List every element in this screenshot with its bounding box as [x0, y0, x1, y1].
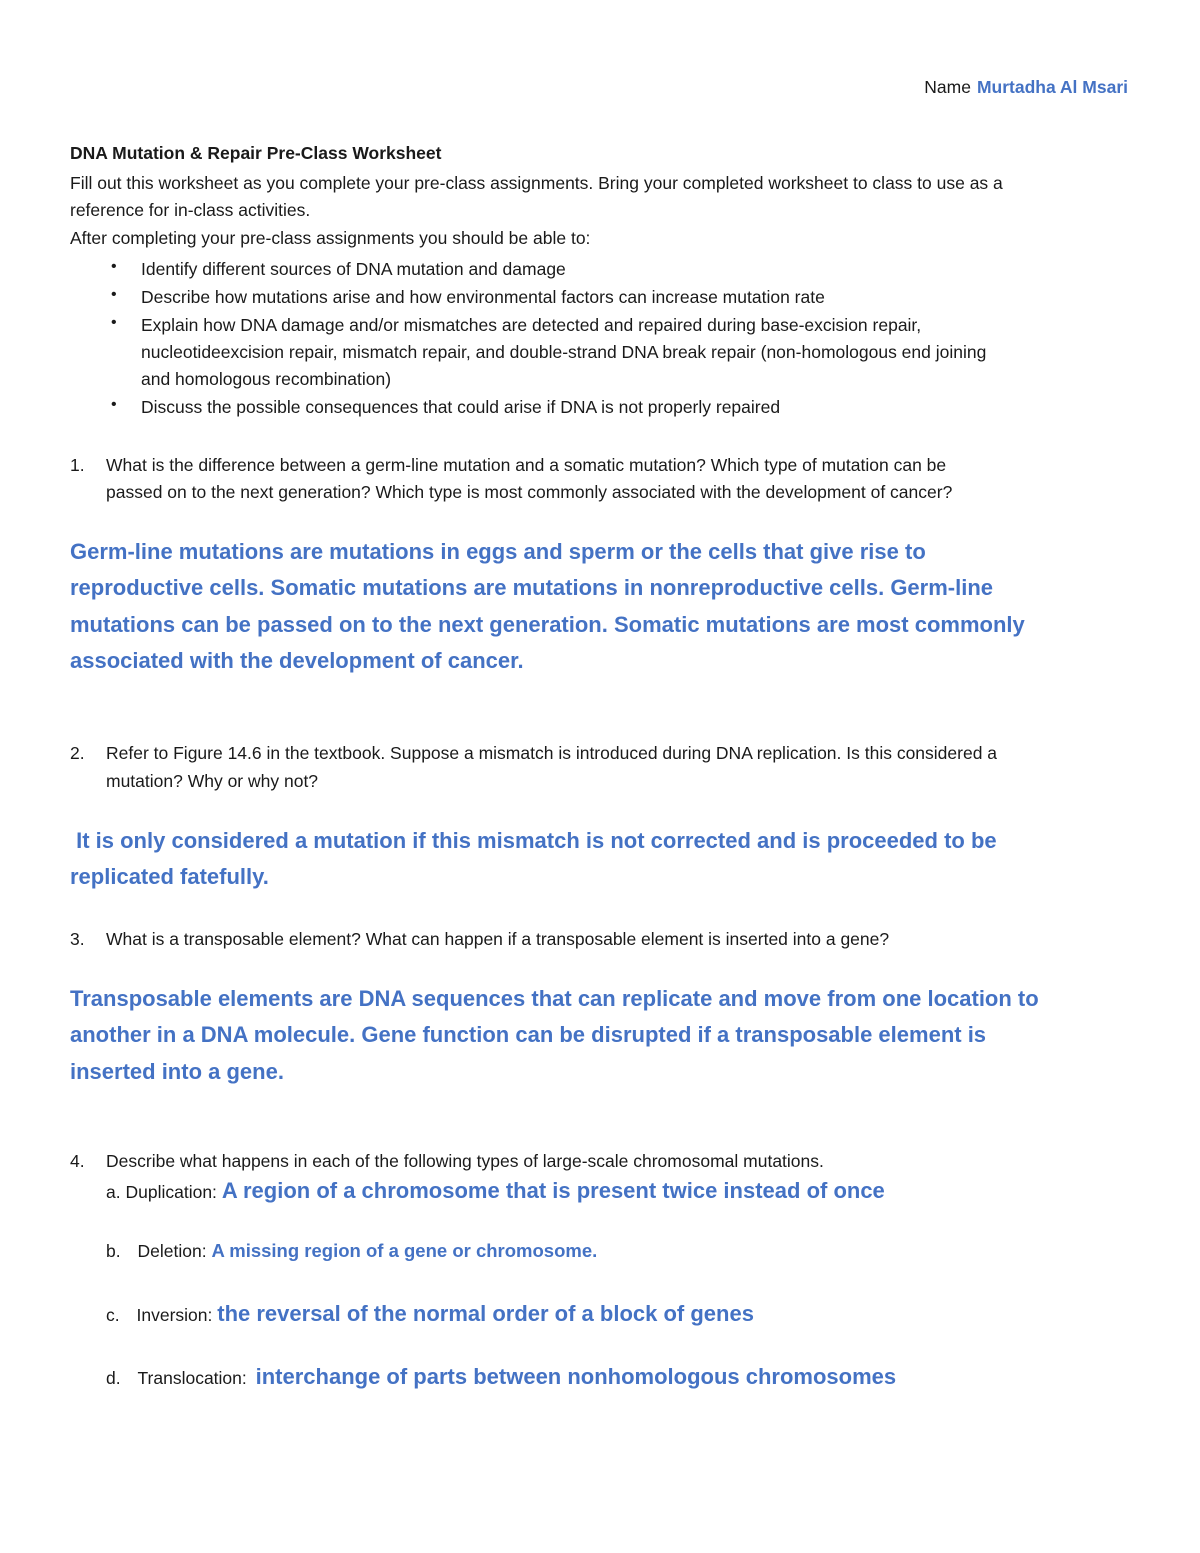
sub-item-inversion — [106, 1301, 754, 1327]
objective-item: Discuss the possible consequences that could arise if DNA is not properly repaired — [141, 397, 781, 417]
sub-item-label: Deletion: — [137, 1241, 207, 1261]
objectives-intro: After completing your pre-class assignments you should be able to: — [70, 228, 591, 248]
sub-item-letter: c. — [106, 1305, 120, 1325]
name-row — [924, 77, 1128, 98]
question-number: 1. — [70, 455, 85, 475]
name-label: Name — [924, 77, 971, 97]
question-text: Describe what happens in each of the following types of large-scale chromosomal mutations. — [106, 1151, 824, 1171]
objective-item: Explain how DNA damage and/or mismatches are detected and repaired during base-excision repair, — [141, 315, 922, 335]
answer-line: associated with the development of cancer. — [70, 648, 524, 673]
bullet-icon: • — [111, 314, 117, 331]
question-text: mutation? Why or why not? — [106, 771, 319, 791]
objective-item: Identify different sources of DNA mutation and damage — [141, 259, 566, 279]
bullet-icon: • — [111, 258, 117, 275]
objective-item-cont: and homologous recombination) — [141, 369, 392, 389]
answer-line: mutations can be passed on to the next generation. Somatic mutations are most commonly — [70, 612, 1025, 637]
bullet-icon: • — [111, 396, 117, 413]
question-text: passed on to the next generation? Which type is most commonly associated with the development of cancer? — [106, 482, 953, 502]
answer-line: inserted into a gene. — [70, 1059, 284, 1084]
intro-line-2: reference for in-class activities. — [70, 200, 311, 220]
sub-item-answer: interchange of parts between nonhomologous chromosomes — [255, 1364, 897, 1389]
answer-line: It is only considered a mutation if this mismatch is not corrected and is proceeded to be — [70, 828, 997, 853]
sub-item-answer: the reversal of the normal order of a block of genes — [217, 1301, 754, 1326]
objective-item: Describe how mutations arise and how environmental factors can increase mutation rate — [141, 287, 825, 307]
sub-item-label: Inversion: — [136, 1305, 213, 1325]
answer-line: replicated fatefully. — [70, 864, 269, 889]
question-number: 4. — [70, 1151, 85, 1171]
bullet-icon: • — [111, 286, 117, 303]
name-value: Murtadha Al Msari — [976, 77, 1128, 97]
sub-item-letter: a. — [106, 1182, 121, 1202]
question-text: What is the difference between a germ-line mutation and a somatic mutation? Which type of mutation can be — [106, 455, 947, 475]
worksheet-title: DNA Mutation & Repair Pre-Class Worksheet — [70, 143, 442, 163]
sub-item-letter: d. — [106, 1368, 121, 1388]
question-number: 3. — [70, 929, 85, 949]
answer-line: Germ-line mutations are mutations in eggs and sperm or the cells that give rise to — [70, 539, 926, 564]
question-text: What is a transposable element? What can happen if a transposable element is inserted into a gene? — [106, 929, 890, 949]
sub-item-deletion — [106, 1240, 597, 1262]
answer-line: Transposable elements are DNA sequences that can replicate and move from one location to — [70, 986, 1039, 1011]
sub-item-label: Translocation: — [137, 1368, 247, 1388]
sub-item-answer: A region of a chromosome that is present twice instead of once — [221, 1178, 885, 1203]
question-number: 2. — [70, 743, 85, 763]
answer-line: another in a DNA molecule. Gene function can be disrupted if a transposable element is — [70, 1022, 987, 1047]
answer-line: reproductive cells. Somatic mutations are mutations in nonreproductive cells. Germ-line — [70, 575, 994, 600]
sub-item-translocation — [106, 1364, 896, 1390]
sub-item-duplication — [106, 1178, 885, 1204]
sub-item-label: Duplication: — [125, 1182, 217, 1202]
intro-line-1: Fill out this worksheet as you complete your pre-class assignments. Bring your completed worksheet to class to use as a — [70, 173, 1003, 193]
sub-item-letter: b. — [106, 1241, 121, 1261]
objective-item-cont: nucleotideexcision repair, mismatch repair, and double-strand DNA break repair (non-homologous end joining — [141, 342, 987, 362]
question-text: Refer to Figure 14.6 in the textbook. Suppose a mismatch is introduced during DNA replication. Is this considered a — [106, 743, 998, 763]
sub-item-answer: A missing region of a gene or chromosome. — [211, 1240, 598, 1261]
